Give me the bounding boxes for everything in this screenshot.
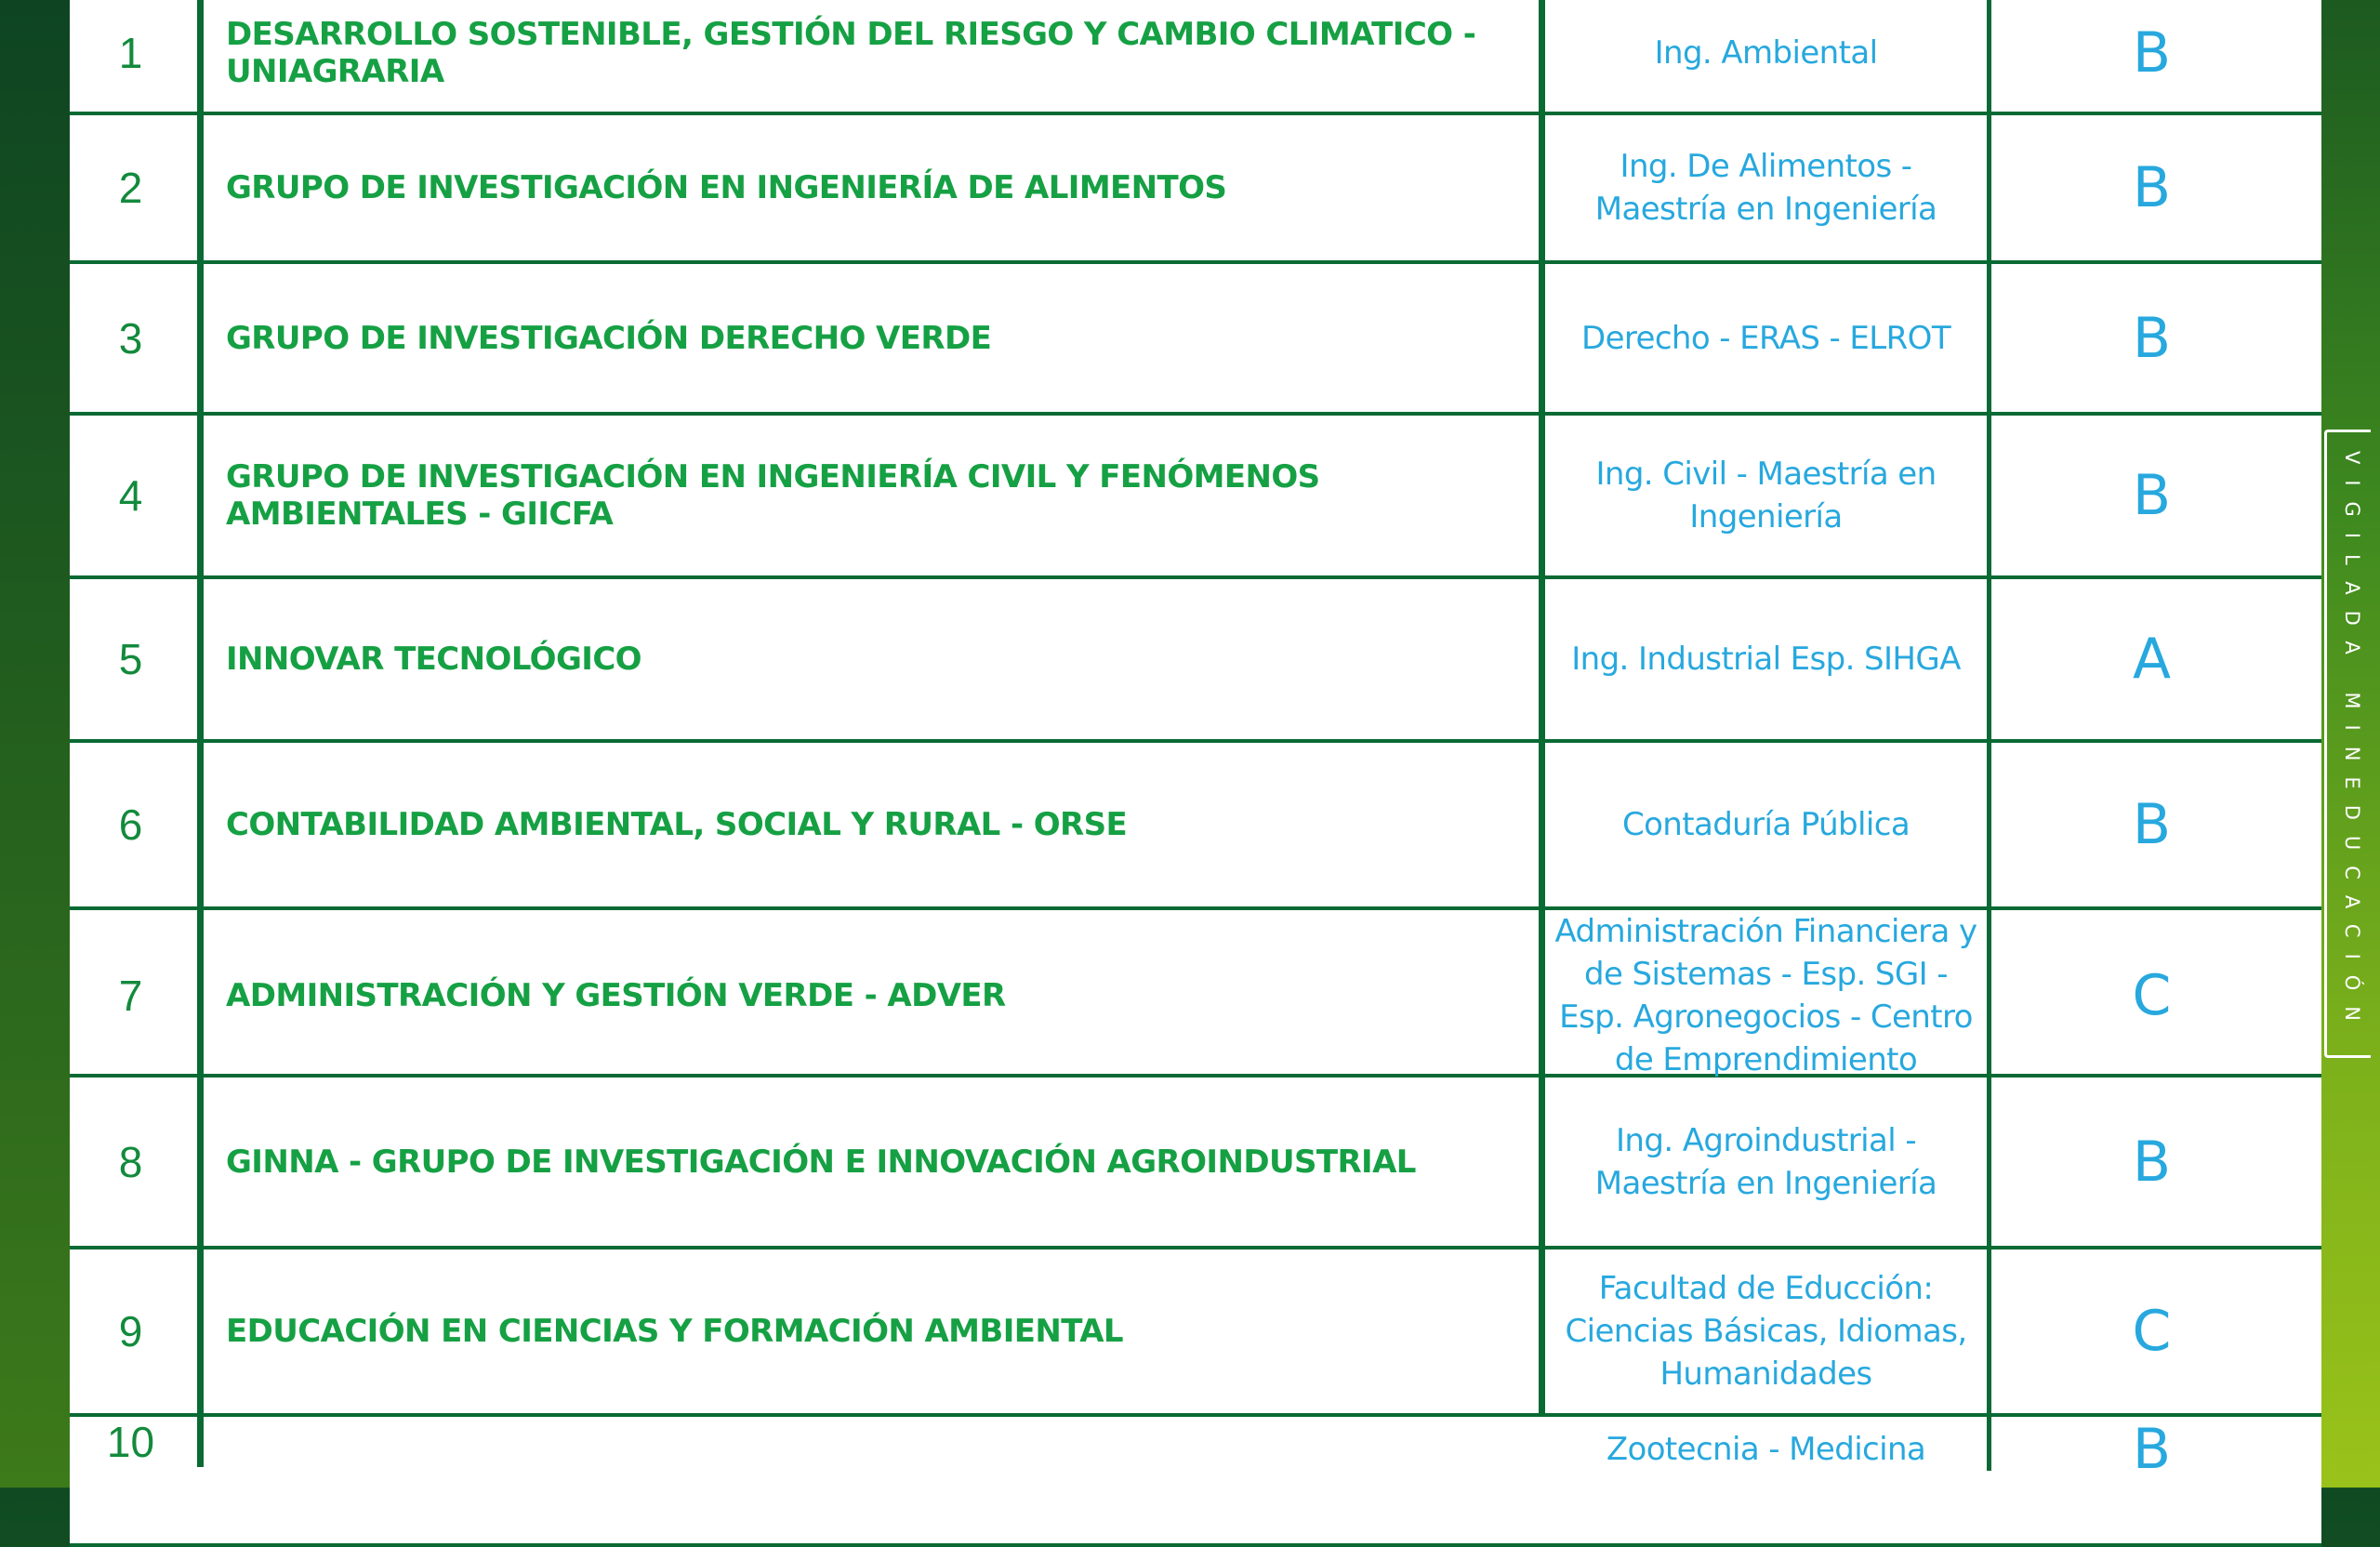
group-name: GRUPO DE INVESTIGACIÓN EN INGENIERÍA DE ALIMENTOS bbox=[204, 115, 1545, 260]
table-row bbox=[70, 743, 2321, 910]
program-name: Facultad de Educción: Ciencias Básicas, Idiomas, Humanidades bbox=[1545, 1250, 1991, 1413]
program-name: Zootecnia - Medicina bbox=[1545, 1417, 1991, 1471]
category-letter: C bbox=[2132, 1299, 2172, 1364]
research-groups-table bbox=[70, 0, 2321, 1547]
row-number: 7 bbox=[70, 910, 204, 1081]
group-name: DESARROLLO SOSTENIBLE, GESTIÓN DEL RIESGO Y CAMBIO CLIMATICO - UNIAGRARIA bbox=[204, 0, 1545, 112]
table-row bbox=[70, 910, 2321, 1078]
table-row bbox=[70, 416, 2321, 579]
table-row bbox=[70, 579, 2321, 743]
table-row bbox=[70, 1078, 2321, 1250]
category-letter: C bbox=[2132, 963, 2172, 1028]
group-name: GRUPO DE INVESTIGACIÓN EN INGENIERÍA CIVIL Y FENÓMENOS AMBIENTALES - GIICFA bbox=[204, 416, 1545, 575]
category-letter: B bbox=[2132, 305, 2172, 371]
row-number: 6 bbox=[70, 743, 204, 906]
program-name: Ing. Civil - Maestría en Ingeniería bbox=[1545, 416, 1991, 575]
row-number: 2 bbox=[70, 115, 204, 260]
group-name: ADMINISTRACIÓN Y GESTIÓN VERDE - ADVER bbox=[204, 910, 1545, 1081]
category-letter: B bbox=[2132, 155, 2172, 220]
category-letter: B bbox=[2132, 1129, 2172, 1195]
program-name: Contaduría Pública bbox=[1545, 743, 1991, 906]
program-name: Ing. Ambiental bbox=[1545, 0, 1991, 112]
row-number: 1 bbox=[70, 0, 204, 112]
row-number: 4 bbox=[70, 416, 204, 575]
program-name: Administración Financiera y de Sistemas - Esp. SGI - Esp. Agronegocios - Centro de Emprendimiento bbox=[1545, 910, 1991, 1081]
row-number: 8 bbox=[70, 1078, 204, 1246]
category-letter: A bbox=[2132, 627, 2172, 692]
category-letter: B bbox=[2132, 792, 2172, 857]
program-name: Ing. Industrial Esp. SIHGA bbox=[1545, 579, 1991, 739]
row-number: 3 bbox=[70, 264, 204, 412]
group-name: INNOVAR TECNOLÓGICO bbox=[204, 579, 1545, 739]
table-row bbox=[70, 1417, 2321, 1547]
category-letter: B bbox=[2132, 1417, 2172, 1482]
table-row bbox=[70, 0, 2321, 115]
group-name: EDUCACIÓN EN CIENCIAS Y FORMACIÓN AMBIENTAL bbox=[204, 1250, 1545, 1413]
category-letter: B bbox=[2132, 20, 2172, 86]
table-row bbox=[70, 264, 2321, 416]
program-name: Ing. De Alimentos - Maestría en Ingeniería bbox=[1545, 115, 1991, 260]
group-name: GRUPO DE INVESTIGACIÓN DERECHO VERDE bbox=[204, 264, 1545, 412]
table-row bbox=[70, 1250, 2321, 1417]
row-number: 10 bbox=[70, 1417, 204, 1467]
table-row bbox=[70, 115, 2321, 264]
row-number: 9 bbox=[70, 1250, 204, 1413]
row-number: 5 bbox=[70, 579, 204, 739]
category-letter: B bbox=[2132, 463, 2172, 528]
group-name: CONTABILIDAD AMBIENTAL, SOCIAL Y RURAL - ORSE bbox=[204, 743, 1545, 906]
vigilada-mineducacion-label: VIGILADA MINEDUCACIÓN bbox=[2341, 451, 2363, 1037]
program-name: Ing. Agroindustrial - Maestría en Ingeniería bbox=[1545, 1078, 1991, 1246]
group-name: GINNA - GRUPO DE INVESTIGACIÓN E INNOVACIÓN AGROINDUSTRIAL bbox=[204, 1078, 1545, 1246]
left-background-strip bbox=[0, 0, 70, 1488]
program-name: Derecho - ERAS - ELROT bbox=[1545, 264, 1991, 412]
